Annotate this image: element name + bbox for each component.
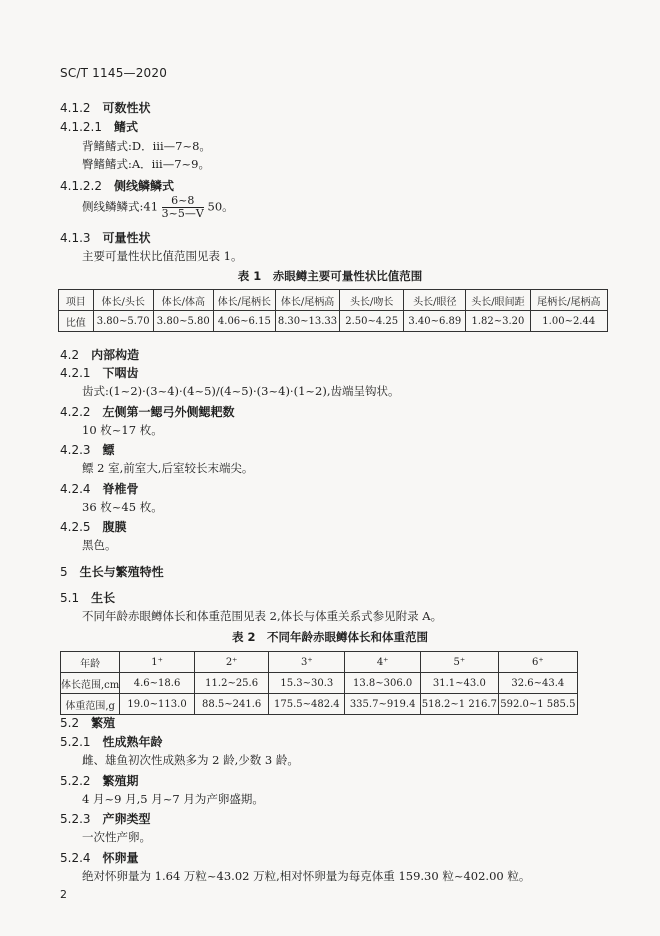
table1-cell: 1.00~2.44 bbox=[530, 311, 607, 332]
table1-cell: 2.50~4.25 bbox=[340, 311, 404, 332]
table1-header-cell: 体长/尾柄长 bbox=[213, 290, 275, 311]
table2-header-cell: 年龄 bbox=[61, 652, 120, 673]
table2-row bbox=[61, 694, 578, 715]
table2-cell: 592.0~1 585.5 bbox=[498, 694, 577, 715]
table2-cell: 15.3~30.3 bbox=[269, 673, 345, 694]
table2-cell: 体长范围,cm bbox=[61, 673, 120, 694]
table2-header-cell: 4⁺ bbox=[345, 652, 421, 673]
heading-5-2-4: 5.2.4 怀卵量 bbox=[60, 851, 139, 865]
table2-header-cell: 2⁺ bbox=[194, 652, 269, 673]
dorsal-fin-formula: 背鳍鳍式:D．ⅲ—7~8。 bbox=[82, 139, 211, 153]
heading-4-2: 4.2 内部构造 bbox=[60, 348, 140, 362]
table1-cell: 1.82~3.20 bbox=[466, 311, 530, 332]
table1-header-cell: 体长/尾柄高 bbox=[275, 290, 339, 311]
table1-caption: 表 1 赤眼鳟主要可量性状比值范围 bbox=[237, 269, 423, 283]
table1-header-cell: 体长/体高 bbox=[153, 290, 213, 311]
heading-5-2: 5.2 繁殖 bbox=[60, 716, 116, 730]
table2-cell: 31.1~43.0 bbox=[421, 673, 499, 694]
table1-cell: 3.80~5.70 bbox=[93, 311, 153, 332]
table2-cell: 88.5~241.6 bbox=[194, 694, 269, 715]
table1-row bbox=[59, 311, 608, 332]
table2-cell: 体重范围,g bbox=[61, 694, 120, 715]
heading-4-2-2: 4.2.2 左侧第一鳃弓外侧鳃耙数 bbox=[60, 405, 235, 419]
table2-cell: 19.0~113.0 bbox=[120, 694, 195, 715]
heading-5-2-2: 5.2.2 繁殖期 bbox=[60, 774, 139, 788]
anal-fin-formula: 臀鳍鳍式:A．ⅲ—7~9。 bbox=[82, 157, 210, 171]
heading-5-2-1: 5.2.1 性成熟年龄 bbox=[60, 735, 163, 749]
heading-4-1-3: 4.1.3 可量性状 bbox=[60, 231, 151, 245]
table2-cell: 13.8~306.0 bbox=[345, 673, 421, 694]
table1-cell: 8.30~13.33 bbox=[275, 311, 339, 332]
table2-cell: 32.6~43.4 bbox=[498, 673, 577, 694]
lateral-line-fraction: $\frac{6\sim 8}{3\sim 5—V}$ bbox=[161, 194, 204, 220]
section-5-2-1-text: 雌、雄鱼初次性成熟多为 2 龄,少数 3 龄。 bbox=[82, 753, 299, 767]
heading-4-1-2-2: 4.1.2.2 侧线鳞鳞式 bbox=[60, 179, 174, 193]
table2-header-row bbox=[61, 652, 578, 673]
table1-cell: 4.06~6.15 bbox=[213, 311, 275, 332]
table1-cell: 比值 bbox=[59, 311, 94, 332]
table2-row bbox=[61, 673, 578, 694]
table1-header-cell: 项目 bbox=[59, 290, 94, 311]
table1-header-cell: 尾柄长/尾柄高 bbox=[530, 290, 607, 311]
section-4-2-5-text: 黑色。 bbox=[82, 538, 117, 552]
section-5-2-4-text: 绝对怀卵量为 1.64 万粒~43.02 万粒,相对怀卵量为每克体重 159.30 粒~402.00 粒。 bbox=[82, 869, 531, 883]
section-4-2-3-text: 鳔 2 室,前室大,后室较长末端尖。 bbox=[82, 461, 254, 475]
table2-cell: 11.2~25.6 bbox=[194, 673, 269, 694]
section-4-1-3-text: 主要可量性状比值范围见表 1。 bbox=[82, 249, 243, 263]
heading-4-2-3: 4.2.3 鳔 bbox=[60, 443, 115, 457]
table2-cell: 4.6~18.6 bbox=[120, 673, 195, 694]
table2-header-cell: 6⁺ bbox=[498, 652, 577, 673]
table2-header-cell: 5⁺ bbox=[421, 652, 499, 673]
table2-header-cell: 3⁺ bbox=[269, 652, 345, 673]
section-5-2-2-text: 4 月~9 月,5 月~7 月为产卵盛期。 bbox=[82, 792, 264, 806]
section-4-2-4-text: 36 枚~45 枚。 bbox=[82, 500, 163, 514]
table2-cell: 175.5~482.4 bbox=[269, 694, 345, 715]
section-5-1-text: 不同年龄赤眼鳟体长和体重范围见表 2,体长与体重关系式参见附录 A。 bbox=[82, 609, 443, 623]
table1 bbox=[58, 289, 608, 332]
table1-cell: 3.40~6.89 bbox=[404, 311, 466, 332]
heading-5: 5 生长与繁殖特性 bbox=[60, 565, 164, 579]
table1-header-cell: 头长/吻长 bbox=[340, 290, 404, 311]
heading-4-1-2: 4.1.2 可数性状 bbox=[60, 101, 151, 115]
heading-4-2-4: 4.2.4 脊椎骨 bbox=[60, 482, 139, 496]
table2-caption: 表 2 不同年龄赤眼鳟体长和体重范围 bbox=[231, 630, 428, 644]
table1-header-cell: 头长/眼间距 bbox=[466, 290, 530, 311]
standard-code: SC/T 1145—2020 bbox=[60, 66, 168, 80]
section-5-2-3-text: 一次性产卵。 bbox=[82, 830, 151, 844]
heading-4-2-5: 4.2.5 腹膜 bbox=[60, 520, 127, 534]
lateral-line-formula: 侧线鳞鳞式:41 $\frac{6\sim 8}{3\sim 5—V}$ 50。 bbox=[82, 194, 234, 220]
table1-header-cell: 头长/眼径 bbox=[404, 290, 466, 311]
heading-4-2-1: 4.2.1 下咽齿 bbox=[60, 366, 139, 380]
heading-5-2-3: 5.2.3 产卵类型 bbox=[60, 812, 151, 826]
table1-cell: 3.80~5.80 bbox=[153, 311, 213, 332]
table2-header-cell: 1⁺ bbox=[120, 652, 195, 673]
table1-header-cell: 体长/头长 bbox=[93, 290, 153, 311]
table1-header-row bbox=[59, 290, 608, 311]
heading-4-1-2-1: 4.1.2.1 鳍式 bbox=[60, 120, 138, 134]
table2-cell: 518.2~1 216.7 bbox=[421, 694, 499, 715]
table2 bbox=[60, 651, 578, 715]
page-number: 2 bbox=[60, 888, 68, 901]
heading-5-1: 5.1 生长 bbox=[60, 591, 116, 605]
table2-cell: 335.7~919.4 bbox=[345, 694, 421, 715]
section-4-2-2-text: 10 枚~17 枚。 bbox=[82, 423, 163, 437]
section-4-2-1-text: 齿式:(1~2)·(3~4)·(4~5)/(4~5)·(3~4)·(1~2),齿端呈钩状。 bbox=[82, 384, 400, 398]
